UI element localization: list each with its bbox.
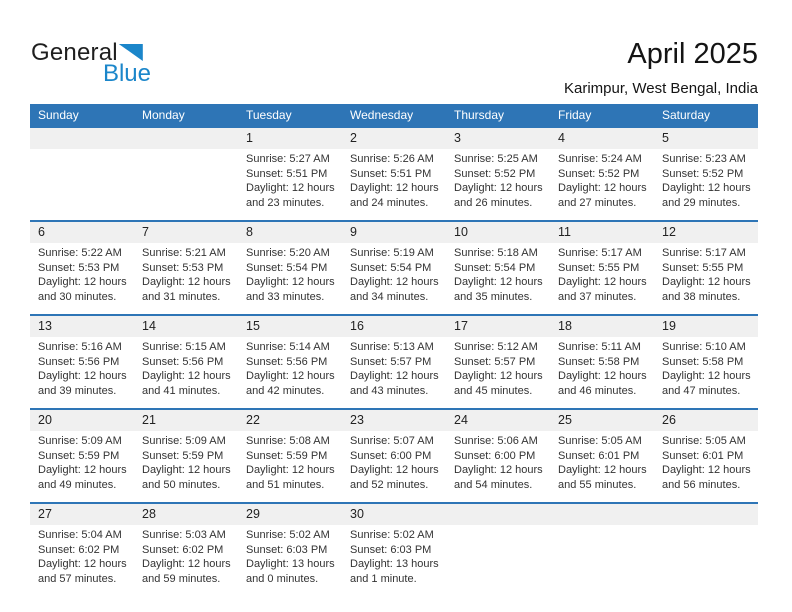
day-cell-25: [550, 431, 654, 502]
sunset-text: Sunset: 6:01 PM: [558, 449, 640, 462]
sunset-text: Sunset: 5:56 PM: [142, 355, 224, 368]
sunset-text: Sunset: 5:54 PM: [350, 261, 432, 274]
day-cell-11: [550, 243, 654, 314]
sunrise-text: Sunrise: 5:11 AM: [558, 341, 641, 353]
day-number-empty: [134, 128, 238, 149]
day-number-29: 29: [246, 507, 260, 521]
week-row-3: [30, 314, 758, 408]
sunrise-text: Sunrise: 5:09 AM: [38, 435, 122, 447]
sunset-text: Sunset: 5:53 PM: [38, 261, 120, 274]
day-number-20: 20: [38, 413, 52, 427]
sunset-text: Sunset: 5:54 PM: [246, 261, 328, 274]
sunset-text: Sunset: 6:02 PM: [38, 543, 120, 556]
day-number-19: 19: [662, 319, 676, 333]
sunrise-text: Sunrise: 5:12 AM: [454, 341, 538, 353]
sunrise-text: Sunrise: 5:05 AM: [662, 435, 746, 447]
day-number-8: 8: [246, 225, 253, 239]
daylight-text: Daylight: 12 hours and 47 minutes.: [662, 370, 751, 397]
day-cell-8: [238, 243, 342, 314]
day-number-empty: [654, 504, 758, 525]
day-cell-empty: [134, 149, 238, 220]
daylight-text: Daylight: 12 hours and 24 minutes.: [350, 182, 439, 209]
day-number-band: [30, 410, 758, 431]
page-title: April 2025: [627, 38, 758, 70]
sunrise-text: Sunrise: 5:03 AM: [142, 529, 226, 541]
day-number-13: 13: [38, 319, 52, 333]
day-details-band: [30, 337, 758, 408]
sunrise-text: Sunrise: 5:13 AM: [350, 341, 434, 353]
week-row-2: [30, 220, 758, 314]
sunset-text: Sunset: 5:59 PM: [38, 449, 120, 462]
sunset-text: Sunset: 5:59 PM: [246, 449, 328, 462]
sunrise-text: Sunrise: 5:04 AM: [38, 529, 122, 541]
daylight-text: Daylight: 12 hours and 34 minutes.: [350, 276, 439, 303]
sunrise-text: Sunrise: 5:21 AM: [142, 247, 226, 259]
day-cell-15: [238, 337, 342, 408]
sunrise-text: Sunrise: 5:17 AM: [558, 247, 642, 259]
day-cell-26: [654, 431, 758, 502]
week-row-4: [30, 408, 758, 502]
sunrise-text: Sunrise: 5:20 AM: [246, 247, 330, 259]
daylight-text: Daylight: 13 hours and 0 minutes.: [246, 558, 335, 585]
sunrise-text: Sunrise: 5:22 AM: [38, 247, 122, 259]
day-number-30: 30: [350, 507, 364, 521]
sunset-text: Sunset: 6:00 PM: [350, 449, 432, 462]
daylight-text: Daylight: 12 hours and 50 minutes.: [142, 464, 231, 491]
day-cell-6: [30, 243, 134, 314]
day-cell-1: [238, 149, 342, 220]
calendar-table: [30, 104, 758, 596]
daylight-text: Daylight: 12 hours and 27 minutes.: [558, 182, 647, 209]
day-cell-30: [342, 525, 446, 596]
daylight-text: Daylight: 12 hours and 23 minutes.: [246, 182, 335, 209]
day-number-band: [30, 316, 758, 337]
logo-word-blue: Blue: [102, 60, 151, 87]
sunrise-text: Sunrise: 5:17 AM: [662, 247, 746, 259]
sunrise-text: Sunrise: 5:24 AM: [558, 153, 642, 165]
weekday-header-saturday: Saturday: [662, 108, 711, 122]
sunset-text: Sunset: 5:51 PM: [246, 167, 328, 180]
day-cell-5: [654, 149, 758, 220]
day-cell-17: [446, 337, 550, 408]
weekday-header-thursday: Thursday: [454, 108, 505, 122]
sunrise-text: Sunrise: 5:05 AM: [558, 435, 642, 447]
day-number-12: 12: [662, 225, 676, 239]
daylight-text: Daylight: 12 hours and 54 minutes.: [454, 464, 543, 491]
sunset-text: Sunset: 5:57 PM: [350, 355, 432, 368]
sunrise-text: Sunrise: 5:27 AM: [246, 153, 330, 165]
weekday-header-monday: Monday: [142, 108, 185, 122]
daylight-text: Daylight: 12 hours and 41 minutes.: [142, 370, 231, 397]
day-number-28: 28: [142, 507, 156, 521]
weekday-header-friday: Friday: [558, 108, 592, 122]
sunset-text: Sunset: 5:55 PM: [662, 261, 744, 274]
day-number-17: 17: [454, 319, 468, 333]
sunset-text: Sunset: 5:55 PM: [558, 261, 640, 274]
day-cell-empty: [550, 525, 654, 596]
sunset-text: Sunset: 6:03 PM: [246, 543, 328, 556]
day-number-6: 6: [38, 225, 45, 239]
sunset-text: Sunset: 5:56 PM: [246, 355, 328, 368]
day-number-empty: [550, 504, 654, 525]
day-cell-empty: [446, 525, 550, 596]
logo-word-general: General: [31, 39, 118, 66]
sunset-text: Sunset: 5:58 PM: [558, 355, 640, 368]
daylight-text: Daylight: 12 hours and 35 minutes.: [454, 276, 543, 303]
day-cell-13: [30, 337, 134, 408]
day-number-22: 22: [246, 413, 260, 427]
day-cell-7: [134, 243, 238, 314]
day-number-7: 7: [142, 225, 149, 239]
sunset-text: Sunset: 5:54 PM: [454, 261, 536, 274]
sunrise-text: Sunrise: 5:09 AM: [142, 435, 226, 447]
sunset-text: Sunset: 5:52 PM: [454, 167, 536, 180]
day-cell-22: [238, 431, 342, 502]
day-cell-3: [446, 149, 550, 220]
day-number-25: 25: [558, 413, 572, 427]
weekday-header-sunday: Sunday: [38, 108, 79, 122]
sunrise-text: Sunrise: 5:25 AM: [454, 153, 538, 165]
day-number-band: [30, 128, 758, 149]
sunset-text: Sunset: 6:02 PM: [142, 543, 224, 556]
day-cell-29: [238, 525, 342, 596]
day-number-band: [30, 504, 758, 525]
sunrise-text: Sunrise: 5:26 AM: [350, 153, 434, 165]
sunset-text: Sunset: 5:52 PM: [662, 167, 744, 180]
daylight-text: Daylight: 12 hours and 49 minutes.: [38, 464, 127, 491]
sunset-text: Sunset: 5:58 PM: [662, 355, 744, 368]
daylight-text: Daylight: 12 hours and 39 minutes.: [38, 370, 127, 397]
sunrise-text: Sunrise: 5:19 AM: [350, 247, 434, 259]
day-number-1: 1: [246, 131, 253, 145]
day-cell-2: [342, 149, 446, 220]
sunrise-text: Sunrise: 5:02 AM: [246, 529, 330, 541]
day-number-11: 11: [558, 225, 571, 239]
day-number-21: 21: [142, 413, 156, 427]
day-cell-24: [446, 431, 550, 502]
general-blue-logo: [31, 40, 153, 85]
day-number-5: 5: [662, 131, 669, 145]
daylight-text: Daylight: 12 hours and 59 minutes.: [142, 558, 231, 585]
location-subtitle: Karimpur, West Bengal, India: [564, 80, 758, 97]
day-cell-empty: [654, 525, 758, 596]
sunrise-text: Sunrise: 5:10 AM: [662, 341, 746, 353]
day-number-2: 2: [350, 131, 357, 145]
day-number-26: 26: [662, 413, 676, 427]
day-cell-18: [550, 337, 654, 408]
day-cell-27: [30, 525, 134, 596]
day-cell-empty: [30, 149, 134, 220]
daylight-text: Daylight: 12 hours and 33 minutes.: [246, 276, 335, 303]
sunrise-text: Sunrise: 5:08 AM: [246, 435, 330, 447]
daylight-text: Daylight: 12 hours and 55 minutes.: [558, 464, 647, 491]
daylight-text: Daylight: 12 hours and 30 minutes.: [38, 276, 127, 303]
sunrise-text: Sunrise: 5:07 AM: [350, 435, 434, 447]
sunrise-text: Sunrise: 5:18 AM: [454, 247, 538, 259]
sunrise-text: Sunrise: 5:16 AM: [38, 341, 122, 353]
sunrise-text: Sunrise: 5:14 AM: [246, 341, 330, 353]
day-details-band: [30, 431, 758, 502]
daylight-text: Daylight: 12 hours and 42 minutes.: [246, 370, 335, 397]
week-row-5: [30, 502, 758, 596]
sunset-text: Sunset: 5:53 PM: [142, 261, 224, 274]
day-cell-12: [654, 243, 758, 314]
daylight-text: Daylight: 12 hours and 57 minutes.: [38, 558, 127, 585]
week-row-1: [30, 126, 758, 220]
day-number-10: 10: [454, 225, 468, 239]
sunset-text: Sunset: 5:52 PM: [558, 167, 640, 180]
day-number-3: 3: [454, 131, 461, 145]
day-number-16: 16: [350, 319, 364, 333]
daylight-text: Daylight: 12 hours and 56 minutes.: [662, 464, 751, 491]
day-details-band: [30, 243, 758, 314]
day-cell-16: [342, 337, 446, 408]
day-cell-28: [134, 525, 238, 596]
day-number-14: 14: [142, 319, 156, 333]
day-cell-19: [654, 337, 758, 408]
sunset-text: Sunset: 6:01 PM: [662, 449, 744, 462]
day-details-band: [30, 149, 758, 220]
logo-triangle-icon: [119, 44, 143, 61]
daylight-text: Daylight: 12 hours and 46 minutes.: [558, 370, 647, 397]
sunrise-text: Sunrise: 5:06 AM: [454, 435, 538, 447]
daylight-text: Daylight: 12 hours and 51 minutes.: [246, 464, 335, 491]
day-number-24: 24: [454, 413, 468, 427]
day-number-4: 4: [558, 131, 565, 145]
daylight-text: Daylight: 12 hours and 38 minutes.: [662, 276, 751, 303]
daylight-text: Daylight: 13 hours and 1 minute.: [350, 558, 439, 585]
daylight-text: Daylight: 12 hours and 26 minutes.: [454, 182, 543, 209]
day-cell-4: [550, 149, 654, 220]
sunrise-text: Sunrise: 5:15 AM: [142, 341, 226, 353]
sunset-text: Sunset: 6:03 PM: [350, 543, 432, 556]
sunset-text: Sunset: 5:51 PM: [350, 167, 432, 180]
sunset-text: Sunset: 5:56 PM: [38, 355, 120, 368]
day-cell-10: [446, 243, 550, 314]
day-cell-23: [342, 431, 446, 502]
sunrise-text: Sunrise: 5:23 AM: [662, 153, 746, 165]
day-cell-20: [30, 431, 134, 502]
day-number-empty: [446, 504, 550, 525]
day-number-18: 18: [558, 319, 572, 333]
sunset-text: Sunset: 6:00 PM: [454, 449, 536, 462]
daylight-text: Daylight: 12 hours and 37 minutes.: [558, 276, 647, 303]
day-number-27: 27: [38, 507, 52, 521]
day-number-15: 15: [246, 319, 260, 333]
day-cell-9: [342, 243, 446, 314]
daylight-text: Daylight: 12 hours and 29 minutes.: [662, 182, 751, 209]
day-details-band: [30, 525, 758, 596]
daylight-text: Daylight: 12 hours and 43 minutes.: [350, 370, 439, 397]
header-titles: [564, 38, 758, 97]
day-number-empty: [30, 128, 134, 149]
day-number-9: 9: [350, 225, 357, 239]
sunset-text: Sunset: 5:57 PM: [454, 355, 536, 368]
day-number-band: [30, 222, 758, 243]
daylight-text: Daylight: 12 hours and 52 minutes.: [350, 464, 439, 491]
sunrise-text: Sunrise: 5:02 AM: [350, 529, 434, 541]
day-cell-14: [134, 337, 238, 408]
weekday-header-wednesday: Wednesday: [350, 108, 414, 122]
daylight-text: Daylight: 12 hours and 45 minutes.: [454, 370, 543, 397]
day-cell-21: [134, 431, 238, 502]
calendar-weeks: [30, 126, 758, 596]
daylight-text: Daylight: 12 hours and 31 minutes.: [142, 276, 231, 303]
weekday-header-row: [30, 104, 758, 126]
sunset-text: Sunset: 5:59 PM: [142, 449, 224, 462]
weekday-header-tuesday: Tuesday: [246, 108, 292, 122]
day-number-23: 23: [350, 413, 364, 427]
